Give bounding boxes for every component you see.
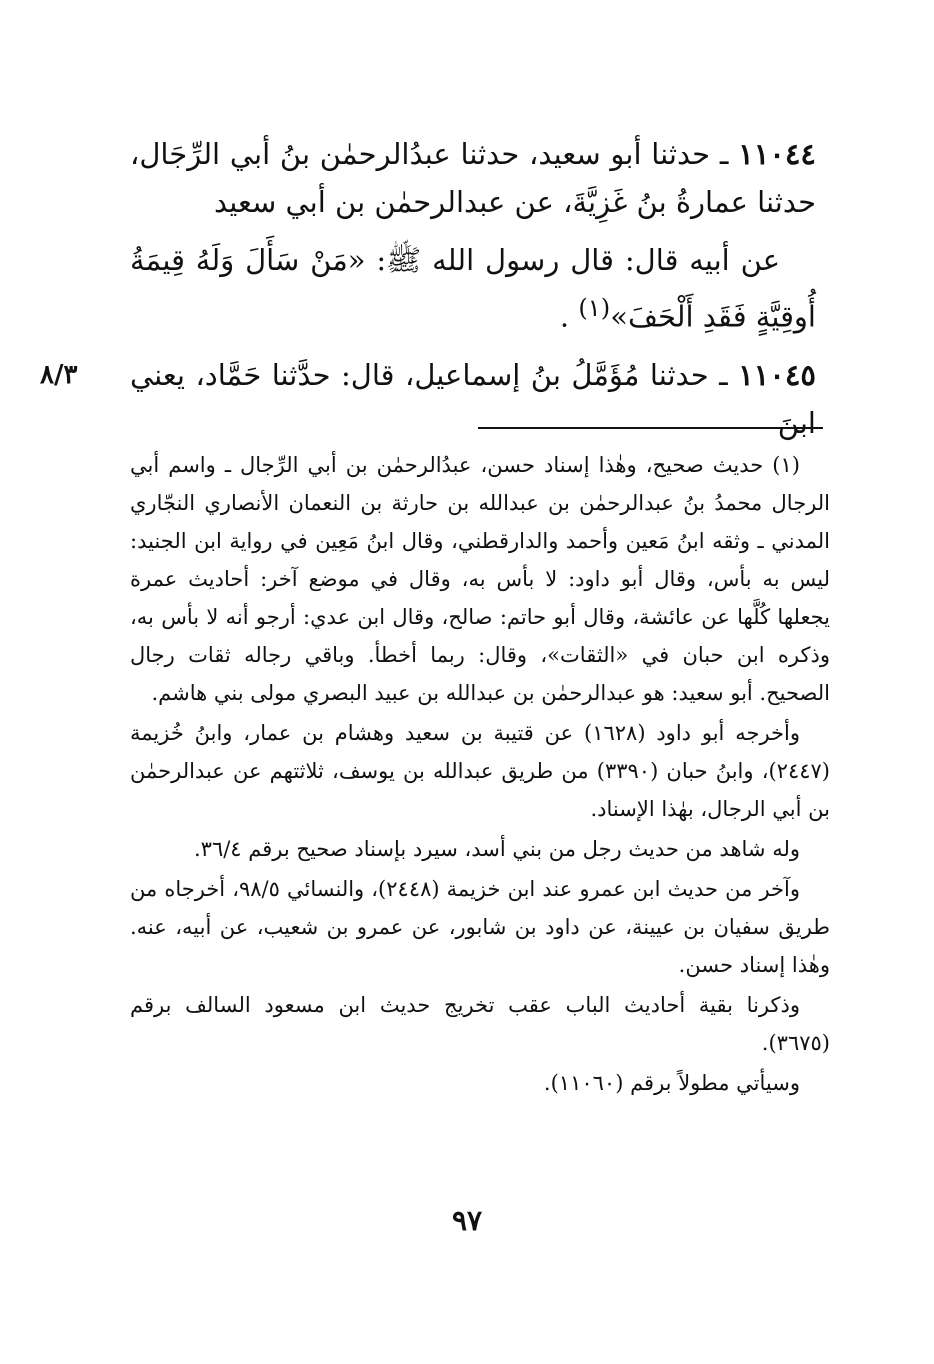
sentence-end: . xyxy=(559,299,570,334)
hadith-number: ١١٠٤٤ xyxy=(738,137,817,171)
footnote-paragraph: وسيأتي مطولاً برقم (١١٠٦٠). xyxy=(543,1071,800,1095)
footnotes xyxy=(130,446,830,1104)
page-number: ٩٧ xyxy=(451,1204,483,1237)
margin-reference: ٨/٣ xyxy=(40,360,78,390)
footnote-paragraph: وله شاهد من حديث رجل من بني أسد، سيرد بإسناد صحيح برقم ٣٦/٤. xyxy=(193,837,800,861)
footnote-paragraph: وآخر من حديث ابن عمرو عند ابن خزيمة (٢٤٤٨)، والنسائي ٩٨/٥، أخرجاه من طريق سفيان بن عيينة، عن داود بن شابور، عن عمرو بن شعيب، عن أبيه، عنه. وهٰذا إسناد حسن. xyxy=(130,877,830,977)
hadith-text: ـ حدثنا أبو سعيد، حدثنا عبدُالرحمٰن بنُ أبي الرِّجَال، حدثنا عمارةُ بنُ غَزِيَّةَ، عن عبدالرحمٰن بن أبي سعيد xyxy=(130,137,816,219)
hadith-11044-matn xyxy=(130,236,816,341)
footnote-paragraph: وأخرجه أبو داود (١٦٢٨) عن قتيبة بن سعيد وهشام بن عمار، وابنُ خُزيمة (٢٤٤٧)، وابنُ حبان (٣٣٩٠) من طريق عبدالله بن يوسف، ثلاثتهم عن عبدالرحمٰن بن أبي الرجال، بهٰذا الإسناد. xyxy=(130,721,830,821)
footnote-paragraph: (١) حديث صحيح، وهٰذا إسناد حسن، عبدُالرحمٰن بن أبي الرِّجال ـ واسم أبي الرجال محمدُ بنُ عبدالرحمٰن بن عبدالله بن حارثة بن النعمان الأنصاري النجّاري المدني ـ وثقه ابنُ مَعين وأحمد والدارقطني، وقال ابنُ مَعِين في رواية ابن الجنيد: ليس به بأس، وقال أبو داود: لا بأس به، وقال في موضع آخر: أحاديث عمرة يجعلها كُلَّها عن عائشة، وقال أبو حاتم: صالح، وقال ابن عدي: أرجو أنه لا بأس به، وذكره ابن حبان في «الثقات»، وقال: ربما أخطأ. وباقي رجاله ثقات رجال الصحيح. أبو سعيد: هو عبدالرحمٰن بن عبدالله بن عبيد البصري مولى بني هاشم. xyxy=(130,453,830,705)
hadith-11045-paragraph xyxy=(130,351,816,447)
hadith-text: ـ حدثنا مُؤَمَّلُ بنُ إسماعيل، قال: حدَّثنا حَمَّاد، يعني ابنَ xyxy=(130,357,816,440)
main-text xyxy=(130,130,816,457)
hadith-text: عن أبيه قال: قال رسول الله ﷺ: «مَنْ سَأَلَ وَلَهُ قِيمَةُ أُوقِيَّةٍ فَقَدِ أَلْحَفَ» xyxy=(130,243,816,334)
hadith-number: ١١٠٤٥ xyxy=(738,357,816,392)
footnote-marker: (١) xyxy=(578,294,611,322)
footnote-paragraph: وذكرنا بقية أحاديث الباب عقب تخريج حديث ابن مسعود السالف برقم (٣٦٧٥). xyxy=(130,993,830,1055)
footnote-divider xyxy=(478,427,823,429)
hadith-11044-paragraph xyxy=(130,130,816,226)
